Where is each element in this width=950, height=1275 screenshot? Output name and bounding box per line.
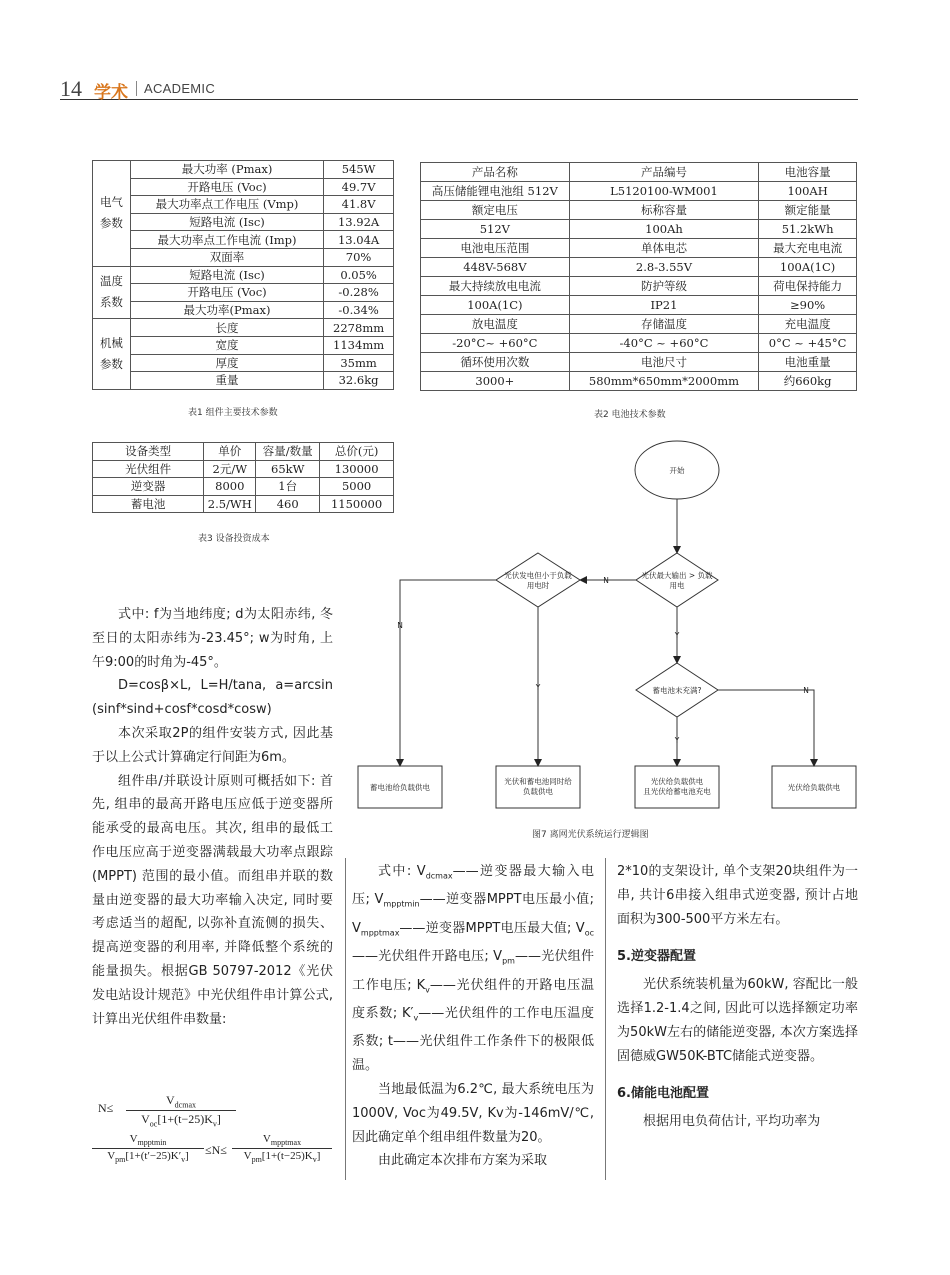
table-cell: -0.28% bbox=[324, 284, 394, 302]
section-heading-inverter: 5.逆变器配置 bbox=[617, 949, 696, 965]
decision2-line1: 光伏发电但小于负载 bbox=[504, 571, 572, 580]
paragraph: 光伏系统装机量为60kW, 容配比一般选择1.2-1.4之间, 因此可以选择额定功率为50kW左右的储能逆变器, 本次方案选择固德威GW50K-BTC储能式逆变器。 bbox=[617, 977, 858, 1064]
table-cell: 35mm bbox=[324, 354, 394, 372]
table-row bbox=[421, 163, 857, 182]
table-row bbox=[93, 161, 394, 179]
formula-frac3: $V_{mpptmax}$ $V_{pm}[1+(t-25)K_v]$ bbox=[232, 1133, 332, 1164]
paragraph: 本次采取2P的组件安装方式, 因此基于以上公式计算确定行间距为6m。 bbox=[92, 725, 333, 765]
label-y-2: Y bbox=[535, 683, 541, 692]
table-row bbox=[93, 354, 394, 372]
figure7-caption: 图7 离网光伏系统运行逻辑图 bbox=[532, 830, 649, 840]
table-cell: 100A(1C) bbox=[421, 296, 570, 315]
box2-line1: 光伏和蓄电池同时给 bbox=[504, 777, 572, 786]
label-n-3: N bbox=[803, 686, 809, 695]
table-cell: 最大功率点工作电流 (Imp) bbox=[130, 231, 323, 249]
formula-line: D=cosβ×L, L=H/tana, a=arcsin(sinf*sind+cosf*cosd*cosw) bbox=[92, 678, 333, 718]
table-cell: 2.8-3.55V bbox=[569, 258, 758, 277]
table-cell: 单体电芯 bbox=[569, 239, 758, 258]
table2-caption: 表2 电池技术参数 bbox=[594, 410, 666, 420]
table-cell: 最大功率(Pmax) bbox=[130, 301, 323, 319]
table-cell: 460 bbox=[256, 495, 320, 513]
table-cell: 1150000 bbox=[320, 495, 394, 513]
start-label: 开始 bbox=[669, 466, 685, 475]
label-y-1: Y bbox=[674, 631, 680, 640]
table-cell: 13.04A bbox=[324, 231, 394, 249]
table-cell: 512V bbox=[421, 220, 570, 239]
table-cell: 32.6kg bbox=[324, 372, 394, 390]
table-cell: 开路电压 (Voc) bbox=[130, 178, 323, 196]
table-cell: 光伏组件 bbox=[93, 460, 204, 478]
formula-mid: ≤N≤ bbox=[205, 1143, 227, 1157]
table-cell: 产品编号 bbox=[569, 163, 758, 182]
table1-caption: 表1 组件主要技术参数 bbox=[188, 408, 278, 418]
table-row bbox=[93, 460, 394, 478]
table-row bbox=[93, 196, 394, 214]
table-cell: 49.7V bbox=[324, 178, 394, 196]
page-header bbox=[60, 76, 858, 103]
table-cell: 580mm*650mm*2000mm bbox=[569, 372, 758, 391]
section-heading-battery: 6.储能电池配置 bbox=[617, 1086, 709, 1102]
table-row bbox=[421, 277, 857, 296]
table-cell: 长度 bbox=[130, 319, 323, 337]
table-cell: 100A(1C) bbox=[759, 258, 857, 277]
decision2-line2: 用电时 bbox=[526, 581, 550, 590]
formula-frac2: $V_{mpptmin}$ $V_{pm}[1+(t'-25)K'_v]$ bbox=[92, 1133, 204, 1164]
table-row bbox=[93, 319, 394, 337]
table-cell: 约660kg bbox=[759, 372, 857, 391]
table-cell: 循环使用次数 bbox=[421, 353, 570, 372]
table-cell: 1134mm bbox=[324, 336, 394, 354]
module-spec-table bbox=[92, 160, 394, 390]
table-cell: 双面率 bbox=[130, 248, 323, 266]
section-subtitle: ACADEMIC bbox=[144, 81, 216, 96]
battery-spec-table bbox=[420, 162, 857, 391]
page-number: 14 bbox=[60, 76, 82, 101]
table-row bbox=[93, 284, 394, 302]
table-header-cell: 总价(元) bbox=[320, 443, 394, 461]
formula-lhs: N≤ bbox=[98, 1101, 114, 1115]
label-n-1: N bbox=[603, 576, 609, 585]
table-cell: 厚度 bbox=[130, 354, 323, 372]
group-label-line: 系数 bbox=[99, 295, 123, 310]
table-cell: 2元/W bbox=[204, 460, 256, 478]
table-cell: 545W bbox=[324, 161, 394, 179]
group-label bbox=[93, 266, 131, 319]
table-row bbox=[421, 201, 857, 220]
table-row bbox=[421, 353, 857, 372]
table-cell: 最大持续放电电流 bbox=[421, 277, 570, 296]
group-label-line: 电气 bbox=[99, 195, 123, 210]
table-cell: 最大充电电流 bbox=[759, 239, 857, 258]
table-cell: 防护等级 bbox=[569, 277, 758, 296]
table-row bbox=[93, 336, 394, 354]
box2-line2: 负载供电 bbox=[523, 787, 553, 796]
group-label-line: 参数 bbox=[99, 357, 123, 372]
column-divider bbox=[605, 858, 606, 1180]
box1-label: 蓄电池给负载供电 bbox=[370, 783, 430, 792]
group-label-line: 温度 bbox=[99, 274, 123, 289]
table-cell: 重量 bbox=[130, 372, 323, 390]
table-cell: 蓄电池 bbox=[93, 495, 204, 513]
decision-pv-gt-load bbox=[636, 553, 718, 607]
table-cell: ≥90% bbox=[759, 296, 857, 315]
table-cell: 产品名称 bbox=[421, 163, 570, 182]
table-cell: 2.5/WH bbox=[204, 495, 256, 513]
table-cell: 8000 bbox=[204, 478, 256, 496]
table-row bbox=[421, 334, 857, 353]
table-header-cell: 设备类型 bbox=[93, 443, 204, 461]
column-1-text bbox=[92, 603, 333, 1031]
table-cell: 0°C ~ +45°C bbox=[759, 334, 857, 353]
table-row bbox=[93, 248, 394, 266]
table-cell: 3000+ bbox=[421, 372, 570, 391]
table-cell: -20°C~ +60°C bbox=[421, 334, 570, 353]
group-label bbox=[93, 161, 131, 267]
table-cell: 130000 bbox=[320, 460, 394, 478]
paragraph: 式中: f为当地纬度; d为太阳赤纬, 冬至日的太阳赤纬为-23.45°; w为时角, 上午9:00的时角为-45°。 bbox=[92, 607, 333, 670]
table-cell: 0.05% bbox=[324, 266, 394, 284]
formula-frac1: $V_{dcmax}$ $V_{oc}[1+(t-25)K_v]$ bbox=[126, 1093, 236, 1129]
table-cell: 最大功率点工作电压 (Vmp) bbox=[130, 196, 323, 214]
decision1-line2: 用电 bbox=[669, 581, 685, 590]
paragraph: 式中: $V_{dcmax}——$逆变器最大输入电压; $V_{mpptmin}——$逆变器MPPT电压最小值; $V_{mpptmax}——$逆变器MPPT电压最大值; $V_{oc}——$光伏组件开路电压; $V_{pm}——$光伏组件工作电压; $K_v——$光伏组件的开路电压温度系数; $K'_v——$光伏组件的工作电压温度系数; t——光伏组件工作条件下的极限低温。 bbox=[352, 864, 595, 1074]
table-row bbox=[93, 213, 394, 231]
paragraph: 组件串/并联设计原则可概括如下: 首先, 组串的最高开路电压应低于逆变器所能承受的最高电压。其次, 组串的最低工作电压应高于逆变器满载最大功率点跟踪 (MPPT) 范围的最小值。而组串并联的数量由逆变器的最大功率输入决定, 同时要考虑适当的超配, 以弥补直流侧的损失、提高逆变器的利用率, 并降低整个系统的能量损失。根据GB 50797-2012《光伏发电站设计规范》中光伏组件串计算公式, 计算出光伏组件串数量: bbox=[92, 773, 333, 1027]
table-cell: 1台 bbox=[256, 478, 320, 496]
paragraph: 根据用电负荷估计, 平均功率为 bbox=[643, 1114, 821, 1130]
decision1-line1: 光伏最大输出 > 负载 bbox=[641, 571, 713, 580]
table-row bbox=[93, 478, 394, 496]
table-header-cell: 单价 bbox=[204, 443, 256, 461]
header-divider bbox=[136, 81, 137, 96]
table-cell: IP21 bbox=[569, 296, 758, 315]
table-cell: 70% bbox=[324, 248, 394, 266]
table-cell: 5000 bbox=[320, 478, 394, 496]
box3-line2: 且光伏给蓄电池充电 bbox=[643, 787, 711, 796]
table-cell: 短路电流 (Isc) bbox=[130, 213, 323, 231]
table-row bbox=[93, 266, 394, 284]
table-cell: 电池重量 bbox=[759, 353, 857, 372]
table-cell: 标称容量 bbox=[569, 201, 758, 220]
table-cell: L5120100-WM001 bbox=[569, 182, 758, 201]
table-row bbox=[93, 372, 394, 390]
table-row bbox=[421, 372, 857, 391]
table-row bbox=[93, 178, 394, 196]
group-label-line: 参数 bbox=[99, 216, 123, 231]
group-label bbox=[93, 319, 131, 389]
box3-line1: 光伏给负载供电 bbox=[650, 777, 704, 786]
table-row bbox=[93, 231, 394, 249]
table-row bbox=[421, 182, 857, 201]
table-cell: 电池电压范围 bbox=[421, 239, 570, 258]
table-cell: 宽度 bbox=[130, 336, 323, 354]
table-cell: 最大功率 (Pmax) bbox=[130, 161, 323, 179]
operation-flowchart bbox=[350, 436, 870, 836]
string-count-formula bbox=[92, 1093, 332, 1173]
table-cell: 电池容量 bbox=[759, 163, 857, 182]
table-cell: -40°C ~ +60°C bbox=[569, 334, 758, 353]
column-divider bbox=[345, 858, 346, 1180]
table-cell: 电池尺寸 bbox=[569, 353, 758, 372]
box4-label: 光伏给负载供电 bbox=[787, 783, 841, 792]
table-cell: 额定能量 bbox=[759, 201, 857, 220]
decision-pv-lt-load bbox=[496, 553, 580, 607]
table-cell: 2278mm bbox=[324, 319, 394, 337]
section-title: 学术 bbox=[94, 83, 128, 103]
table-header-cell: 容量/数量 bbox=[256, 443, 320, 461]
table-cell: -0.34% bbox=[324, 301, 394, 319]
paragraph: 当地最低温为6.2℃, 最大系统电压为1000V, Voc为49.5V, Kv为-146mV/℃, 因此确定单个组串组件数量为20。 bbox=[352, 1081, 594, 1145]
label-n-2: N bbox=[397, 621, 403, 630]
table-cell: 存储温度 bbox=[569, 315, 758, 334]
table-cell: 充电温度 bbox=[759, 315, 857, 334]
paragraph: 2*10的支架设计, 单个支架20块组件为一串, 共计6串接入组串式逆变器, 预计占地面积为300-500平方米左右。 bbox=[617, 864, 858, 927]
table-cell: 51.2kWh bbox=[759, 220, 857, 239]
table-cell: 41.8V bbox=[324, 196, 394, 214]
column-3-text bbox=[617, 860, 858, 1134]
table-cell: 100AH bbox=[759, 182, 857, 201]
table-cell: 高压储能锂电池组 512V bbox=[421, 182, 570, 201]
table-cell: 65kW bbox=[256, 460, 320, 478]
column-2-text bbox=[352, 860, 594, 1173]
table-row bbox=[421, 220, 857, 239]
table-header-row bbox=[93, 443, 394, 461]
table-row bbox=[421, 296, 857, 315]
investment-cost-table bbox=[92, 442, 394, 513]
table-cell: 逆变器 bbox=[93, 478, 204, 496]
table-row bbox=[421, 239, 857, 258]
table-cell: 13.92A bbox=[324, 213, 394, 231]
table-cell: 448V-568V bbox=[421, 258, 570, 277]
group-label-line: 机械 bbox=[99, 336, 123, 351]
table-cell: 短路电流 (Isc) bbox=[130, 266, 323, 284]
table-row bbox=[93, 495, 394, 513]
table-cell: 开路电压 (Voc) bbox=[130, 284, 323, 302]
table3-caption: 表3 设备投资成本 bbox=[198, 534, 270, 544]
table-row bbox=[93, 301, 394, 319]
paragraph: 由此确定本次排布方案为采取 bbox=[378, 1153, 548, 1169]
table-cell: 荷电保持能力 bbox=[759, 277, 857, 296]
table-row bbox=[421, 315, 857, 334]
table-cell: 额定电压 bbox=[421, 201, 570, 220]
table-cell: 放电温度 bbox=[421, 315, 570, 334]
table-cell: 100Ah bbox=[569, 220, 758, 239]
decision3-label: 蓄电池未充满? bbox=[652, 686, 702, 695]
label-y-3: Y bbox=[674, 736, 680, 745]
table-row bbox=[421, 258, 857, 277]
